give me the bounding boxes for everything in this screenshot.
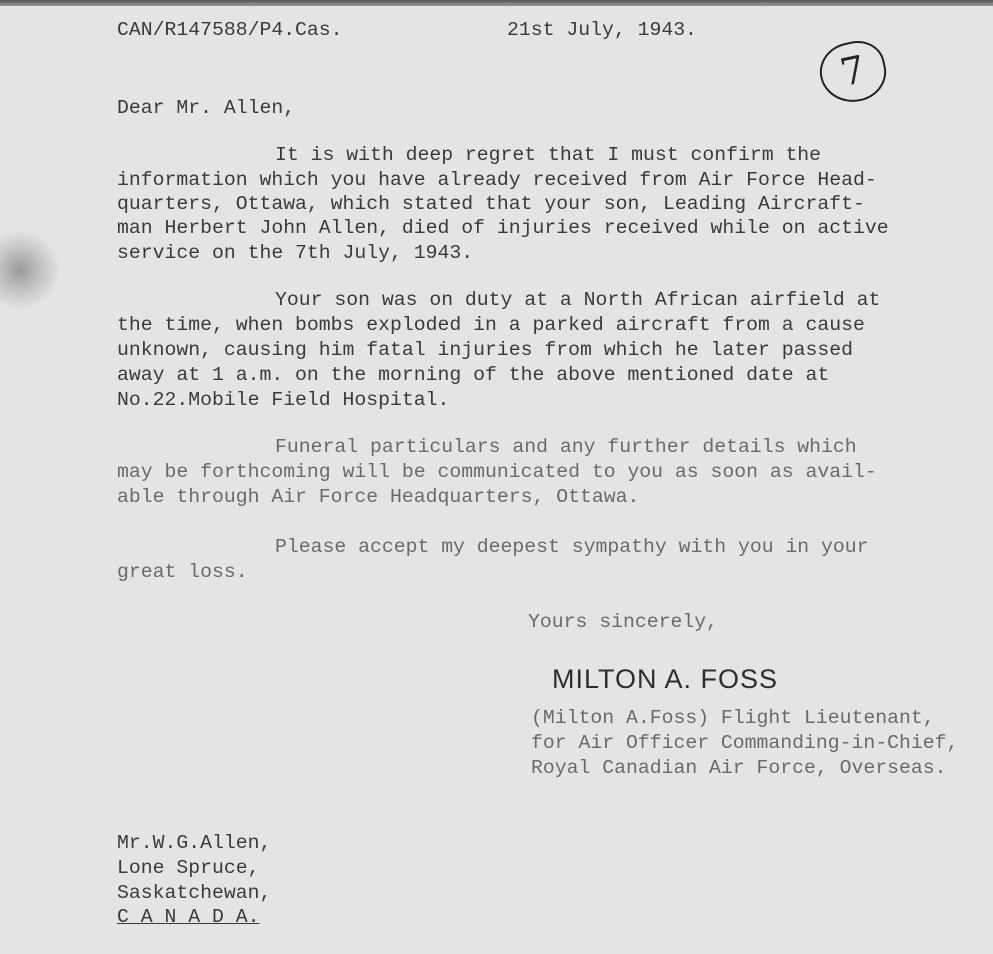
paragraph-line: service on the 7th July, 1943. bbox=[117, 242, 474, 264]
letter-date: 21st July, 1943. bbox=[507, 19, 697, 41]
paragraph-line: quarters, Ottawa, which stated that your son, Leading Aircraft- bbox=[117, 193, 865, 215]
signature-line: (Milton A.Foss) Flight Lieutenant, bbox=[531, 707, 935, 729]
paragraph-line: able through Air Force Headquarters, Ottawa. bbox=[117, 486, 640, 508]
paragraph-line: Please accept my deepest sympathy with you in your bbox=[275, 536, 869, 558]
address-line: C A N A D A. bbox=[117, 906, 260, 928]
address-line: Mr.W.G.Allen, bbox=[117, 832, 272, 854]
paragraph-line: No.22.Mobile Field Hospital. bbox=[117, 389, 450, 411]
scan-edge bbox=[0, 0, 993, 6]
paragraph-line: away at 1 a.m. on the morning of the above mentioned date at bbox=[117, 364, 830, 386]
signature-stamp: MILTON A. FOSS bbox=[552, 664, 779, 694]
paragraph-line: Funeral particulars and any further details which bbox=[275, 436, 857, 458]
salutation: Dear Mr. Allen, bbox=[117, 97, 296, 119]
signature-line: Royal Canadian Air Force, Overseas. bbox=[531, 757, 947, 779]
paragraph-line: Your son was on duty at a North African airfield at bbox=[275, 289, 881, 311]
address-line: Lone Spruce, bbox=[117, 857, 260, 879]
address-line: Saskatchewan, bbox=[117, 882, 272, 904]
signature-line: for Air Officer Commanding-in-Chief, bbox=[531, 732, 959, 754]
paragraph-line: man Herbert John Allen, died of injuries received while on active bbox=[117, 217, 889, 239]
paragraph-line: It is with deep regret that I must confirm the bbox=[275, 144, 822, 166]
paragraph-line: the time, when bombs exploded in a parked aircraft from a cause bbox=[117, 314, 865, 336]
folio-number: 7 bbox=[814, 36, 891, 108]
paragraph-line: great loss. bbox=[117, 561, 248, 583]
paragraph-line: information which you have already received from Air Force Head- bbox=[117, 169, 877, 191]
reference-number: CAN/R147588/P4.Cas. bbox=[117, 19, 343, 41]
paragraph-line: unknown, causing him fatal injuries from which he later passed bbox=[117, 339, 853, 361]
paragraph-line: may be forthcoming will be communicated to you as soon as avail- bbox=[117, 461, 877, 483]
closing: Yours sincerely, bbox=[528, 611, 718, 633]
